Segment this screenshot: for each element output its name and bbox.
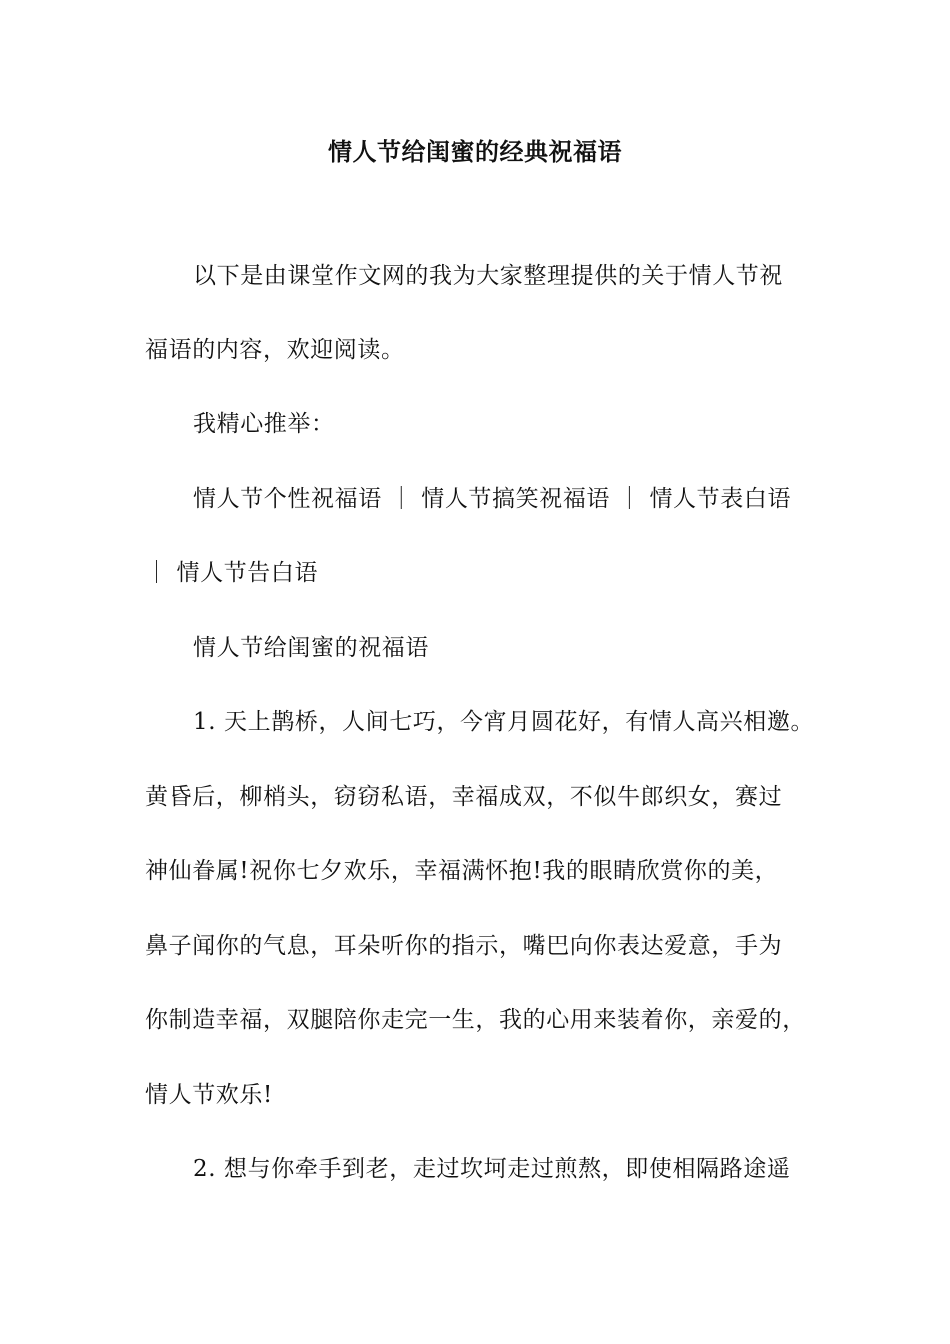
paragraph-line: 2. 想与你牵手到老，走过坎坷走过煎熬，即使相隔路途遥: [193, 1156, 791, 1182]
paragraph-line: 福语的内容，欢迎阅读。: [145, 337, 405, 363]
paragraph-line: ｜ 情人节告白语: [145, 560, 319, 586]
paragraph-line: 情人节欢乐!: [145, 1082, 273, 1108]
paragraph-line: 情人节个性祝福语 ｜ 情人节搞笑祝福语 ｜ 情人节表白语: [193, 486, 792, 512]
paragraph-line: 鼻子闻你的气息，耳朵听你的指示，嘴巴向你表达爱意，手为: [145, 933, 783, 959]
paragraph-line: 黄昏后，柳梢头，窃窃私语，幸福成双，不似牛郎织女，赛过: [145, 784, 783, 810]
document-title: 情人节给闺蜜的经典祝福语: [328, 137, 622, 166]
paragraph-line: 以下是由课堂作文网的我为大家整理提供的关于情人节祝: [193, 263, 783, 289]
paragraph-line: 你制造幸福，双腿陪你走完一生，我的心用来装着你，亲爱的，: [145, 1007, 806, 1033]
paragraph-line: 1. 天上鹊桥，人间七巧，今宵月圆花好，有情人高兴相邀。: [193, 709, 815, 735]
paragraph-line: 神仙眷属!祝你七夕欢乐，幸福满怀抱!我的眼睛欣赏你的美，: [145, 858, 779, 884]
paragraph-line: 情人节给闺蜜的祝福语: [193, 635, 429, 661]
paragraph-line: 我精心推举：: [193, 411, 335, 437]
